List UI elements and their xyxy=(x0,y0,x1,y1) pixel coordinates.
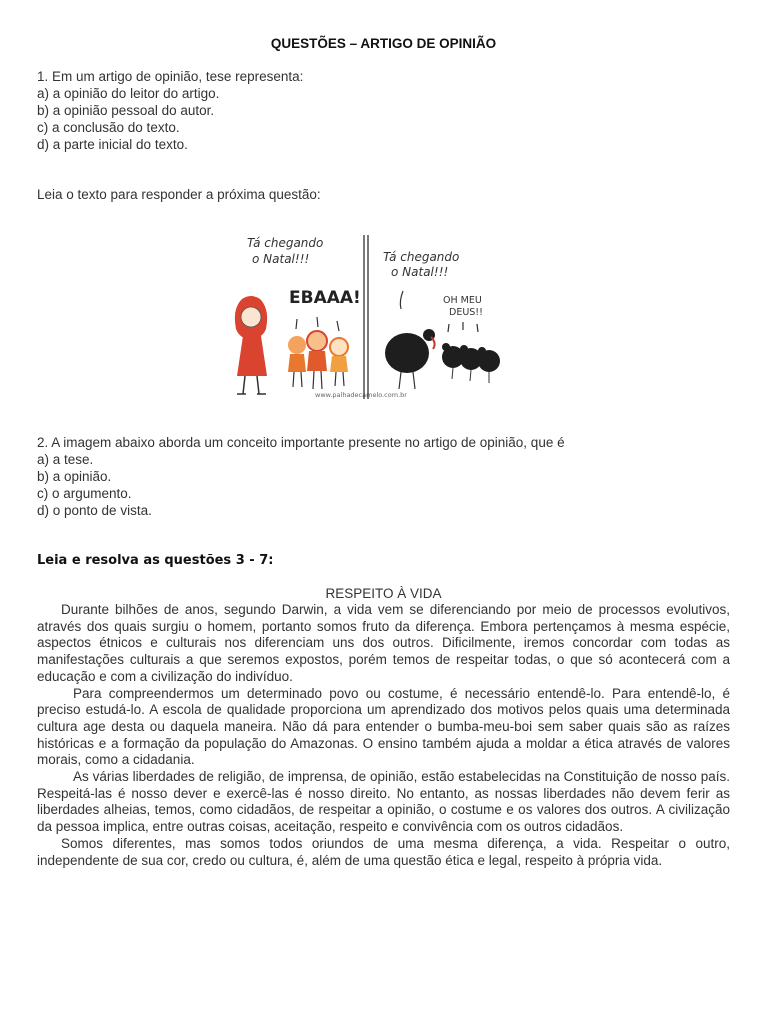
question-1-option-b: b) a opinião pessoal do autor. xyxy=(37,103,215,118)
question-1-option-a: a) a opinião do leitor do artigo. xyxy=(37,86,220,101)
article-title: RESPEITO À VIDA xyxy=(325,586,442,601)
instruction-q3-7: Leia e resolva as questões 3 - 7: xyxy=(37,553,274,568)
kids-figures xyxy=(288,317,348,389)
article-paragraph-3: As várias liberdades de religião, de imprensa, de opinião, estão estabelecidas na Constituição de nosso país. Respeitá-las é nosso dever e exercê-las é nosso direito. No entanto, as nossas liberdades não devem ferir as liberdades alheias, temos, como cidadãos, de respeitar a opinião, o costume e os valores dos outros. A civilização da pessoa implica, entre outras coisas, aceitação, respeito e convivência com os outros cidadãos. xyxy=(37,769,730,835)
question-1-option-d: d) a parte inicial do texto. xyxy=(37,137,188,152)
comic-left-panel xyxy=(235,236,407,399)
question-2 xyxy=(37,434,565,519)
turkeys-small xyxy=(442,343,500,383)
right-speech-line1: Tá chegando xyxy=(383,250,460,264)
question-2-option-a: a) a tese. xyxy=(37,452,94,467)
page-title: QUESTÕES – ARTIGO DE OPINIÃO xyxy=(270,36,497,51)
turkey-large xyxy=(385,329,435,389)
article-paragraph-1: Durante bilhões de anos, segundo Darwin, a vida vem se diferenciando por meio de processos evolutivos, através dos quais surgiu o homem, portanto somos fruto da diferença. Embora pertençamos à mesma espécie, aspectos étnicos e culturais nos diferenciam uns dos outros. Dificilmente, iremos concordar com todas as manifestações culturais a que seremos expostos, porém temos de respeitar todas, o que só acontecerá com a educação e com a civilização do indivíduo. xyxy=(37,602,730,684)
question-2-option-d: d) o ponto de vista. xyxy=(37,503,152,518)
question-2-option-b: b) a opinião. xyxy=(37,469,112,484)
girl-figure xyxy=(235,296,267,394)
kids-shout-text: EBAAA! xyxy=(289,288,361,308)
question-2-stem: 2. A imagem abaixo aborda um conceito importante presente no artigo de opinião, que é xyxy=(37,435,565,450)
comic-right-panel xyxy=(383,250,500,389)
article-body xyxy=(37,602,730,869)
left-speech-line2: o Natal!!! xyxy=(252,252,310,266)
question-1-option-c: c) a conclusão do texto. xyxy=(37,120,180,135)
right-speech-line2: o Natal!!! xyxy=(391,265,449,279)
comic-strip-image xyxy=(197,229,517,401)
comic-watermark: www.palhadecamelo.com.br xyxy=(315,391,407,399)
question-2-option-c: c) o argumento. xyxy=(37,486,132,501)
turkeys-speech-line2: DEUS!! xyxy=(449,307,483,318)
turkeys-speech-line1: OH MEU xyxy=(443,295,482,306)
instruction-q2: Leia o texto para responder a próxima questão: xyxy=(37,187,321,202)
left-speech-line1: Tá chegando xyxy=(247,236,324,250)
article-paragraph-2: Para compreendermos um determinado povo ou costume, é necessário entendê-lo. Para entendê-lo, é preciso estudá-lo. A escola de qualidade proporciona um aprendizado dos motivos pelos quais uma determinada cultura age desta ou daquela maneira. Não dá para entender o bumba-meu-boi sem saber quais são as raízes históricas e a formação da população do Amazonas. O ensino também ajuda a moldar a ética através de valores morais, como a cidadania. xyxy=(37,685,730,768)
question-1 xyxy=(37,68,303,153)
article-paragraph-4: Somos diferentes, mas somos todos oriundos de uma mesma diferença, a vida. Respeitar o outro, independente de sua cor, credo ou cultura, é, além de uma questão ética e legal, respeito à própria vida. xyxy=(37,835,730,868)
question-1-stem: 1. Em um artigo de opinião, tese representa: xyxy=(37,69,304,84)
